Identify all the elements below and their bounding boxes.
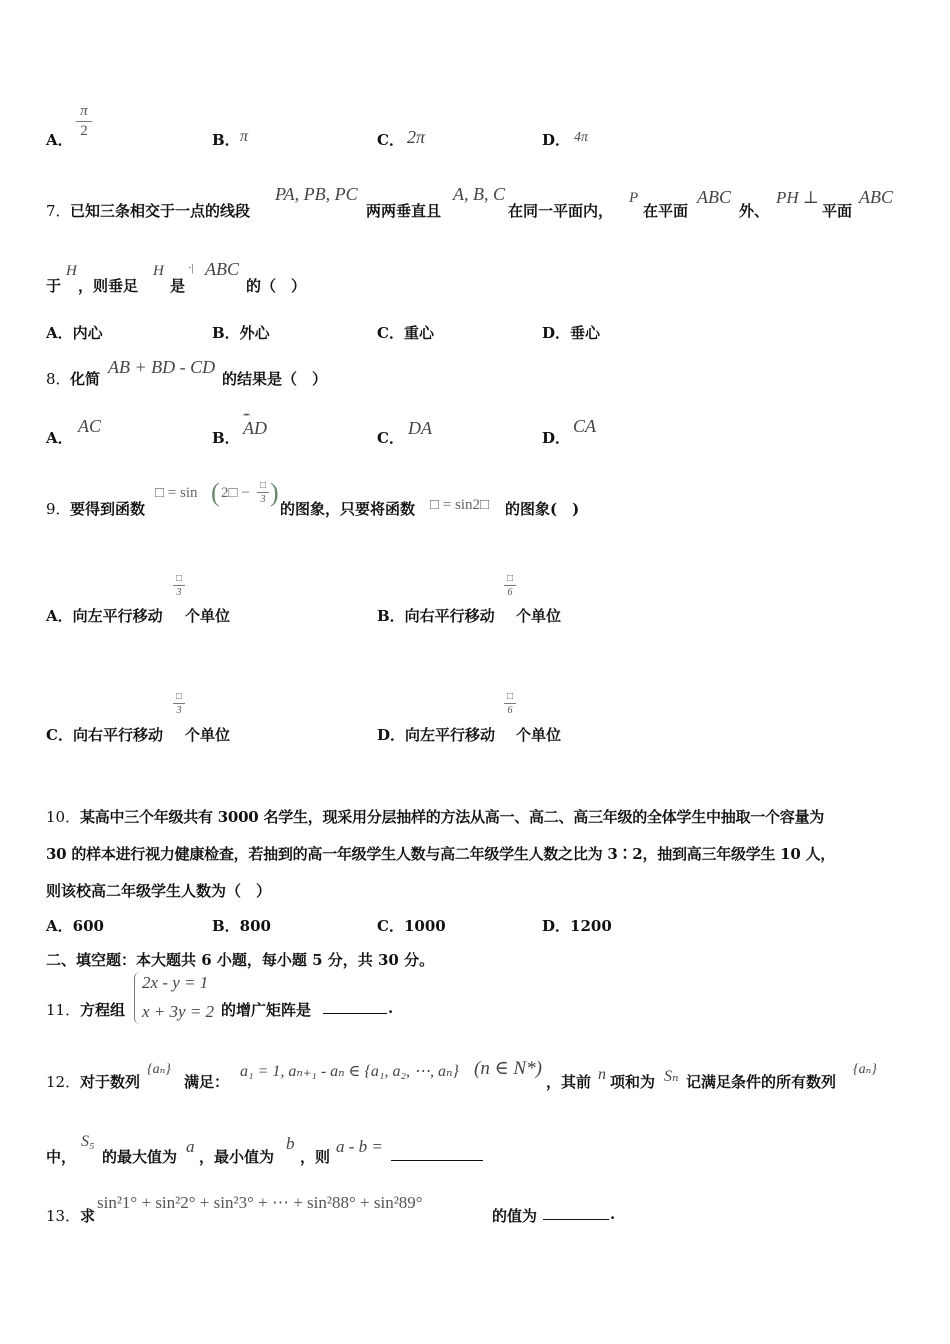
section-2-heading: 二、填空题：本大题共 6 小题，每小题 5 分，共 30 分。 [46,951,435,969]
q7-text-9: 是 [170,277,186,295]
q12-s5: S₅ [81,1133,95,1150]
q7-text-2: 两两垂直且 [366,202,442,220]
q12-sequence-2: {aₙ} [853,1062,877,1077]
q6-option-c-value: 2π [407,127,426,147]
q12-text-6: 中， [46,1148,77,1166]
q12-a-minus-b: a - b = [336,1137,383,1156]
q9-c-denominator: 3 [176,705,182,716]
q9-text-2: 的图象，只要将函数 [280,500,416,518]
q6-option-b-value: π [240,128,249,145]
q7-math-points: A, B, C [453,184,505,204]
q12-b: b [286,1134,295,1153]
q8-option-d-value: CA [573,416,597,436]
q7-number: 7． [46,202,71,220]
q12-condition: a₁ = 1, aₙ₊₁ - aₙ ∈ {a₁, a₂, ⋯, aₙ} [240,1063,459,1080]
q7-math-h-1: H [66,263,77,279]
q8-text-2: 的结果是（ ） [222,370,328,388]
q9-c-numerator: □ [175,691,183,702]
q11-equation-2: x + 3y = 2 [142,1002,215,1021]
q8-option-d-label: D． [542,429,571,447]
q7-text-10: 的（ ） [246,277,307,295]
q11-text-1: 方程组 [80,1001,126,1019]
q7-text-6: 平面 [822,202,853,220]
q12-text-2: 满足： [184,1073,230,1091]
q9-option-b-unit: 个单位 [516,607,562,625]
q8-option-b-label: B． [212,429,240,447]
q7-option-b: B．外心 [212,324,270,342]
q7-option-d: D．垂心 [542,324,601,342]
q7-text-8: ，则垂足 [78,277,139,295]
q9-b-denominator: 6 [507,587,513,598]
q9-right-paren: ) [270,478,279,507]
q6-a-denominator: 2 [80,123,88,139]
q13-period: . [610,1205,616,1223]
q9-function-1-head: □ = sin [155,485,198,501]
q7-text-7: 于 [46,277,62,295]
q8-number: 8． [46,370,71,388]
q12-condition-domain: (n ∈ N*) [474,1058,542,1079]
q9-number: 9． [46,500,71,518]
q12-text-1: 对于数列 [80,1073,141,1091]
q9-left-paren: ( [211,478,220,507]
q12-text-3: ，其前 [546,1073,592,1091]
q12-text-8: ，最小值为 [199,1148,275,1166]
q13-number: 13． [46,1207,81,1225]
q9-option-c-unit: 个单位 [185,726,231,744]
q7-option-c: C．重心 [377,324,434,342]
q7-text-1: 已知三条相交于一点的线段 [70,202,251,220]
q9-f1-denominator: 3 [260,494,266,505]
q9-option-d-unit: 个单位 [516,726,562,744]
q8-option-c-value: DA [408,418,432,438]
q10-line-1: 某高中三个年级共有 3000 名学生，现采用分层抽样的方法从高一、高二、高三年级的全体学生中抽取一个容量为 [80,808,824,826]
q13-text-2: 的值为 [492,1207,538,1225]
q9-text-3: 的图象( ) [505,500,580,518]
q8-option-a-value: AC [78,416,102,436]
q9-function-1-fraction [257,480,269,505]
q6-option-a-fraction [76,103,92,140]
q7-math-abc-2: ABC [859,187,893,207]
q10-number: 10． [46,808,81,826]
q10-option-b: B．800 [212,917,271,935]
q8-option-a-label: A． [46,429,73,447]
q7-text-3: 在同一平面内， [508,202,614,220]
q11-brace [134,972,141,1024]
q11-number: 11． [46,1001,81,1019]
q11-answer-blank[interactable] [323,1012,387,1014]
q7-option-a: A．内心 [46,324,103,342]
q8-option-b-value: AD [243,418,267,438]
q9-option-a-unit: 个单位 [185,607,231,625]
q7-text-5: 外、 [739,202,770,220]
q7-math-segments: PA, PB, PC [275,184,358,204]
q9-function-2: □ = sin2□ [430,497,490,513]
q6-option-b-label: B． [212,131,240,149]
q7-math-abc-1: ABC [697,187,731,207]
q12-answer-blank[interactable] [391,1159,483,1161]
q9-text-1: 要得到函数 [70,500,146,518]
q9-option-c-fraction [173,691,185,716]
q10-option-c: C．1000 [377,917,446,935]
q9-f1-numerator: □ [259,480,267,491]
q7-math-ph-perp: PH ⊥ [776,188,819,207]
q12-text-5: 记满足条件的所有数列 [686,1073,837,1091]
q12-n: n [598,1066,606,1083]
q6-option-d-value: 4π [574,130,589,145]
q9-b-numerator: □ [506,573,514,584]
q9-option-a-text: A．向左平行移动 [46,607,163,625]
q13-answer-blank[interactable] [543,1218,609,1220]
q7-math-p: P [629,190,639,206]
q8-text-1: 化简 [70,370,101,388]
q9-d-numerator: □ [506,691,514,702]
q11-equation-1: 2x - y = 1 [142,973,209,992]
q6-option-c-label: C． [377,131,404,149]
q9-option-b-text: B．向右平行移动 [377,607,495,625]
q6-a-numerator: π [80,103,88,119]
q9-a-numerator: □ [175,573,183,584]
q10-line-3: 则该校高二年级学生人数为（ ） [46,882,272,900]
q9-d-denominator: 6 [507,705,513,716]
q11-text-2: 的增广矩阵是 [221,1001,312,1019]
q6-option-d-label: D． [542,131,571,149]
q9-function-1-body: 2□ − [221,485,250,501]
q12-number: 12． [46,1073,81,1091]
q9-a-denominator: 3 [176,587,182,598]
q6-option-a-label: A． [46,131,73,149]
q10-option-a: A．600 [46,917,104,935]
q11-period: . [388,999,394,1017]
q9-option-a-fraction [173,573,185,598]
q7-text-4: 在平面 [643,202,689,220]
q12-sn: Sₙ [664,1068,679,1085]
q7-math-h-2: H [153,263,164,279]
q12-text-7: 的最大值为 [102,1148,178,1166]
q8-expression: AB + BD - CD [108,357,216,377]
q13-expression: sin²1° + sin²2° + sin²3° + ⋯ + sin²88° + sin²89° [97,1193,423,1212]
q9-option-d-fraction [504,691,516,716]
q10-option-d: D．1200 [542,917,612,935]
q8-option-b-vector-mark: ꞈꞈꞈ [243,404,248,416]
q12-a: a [186,1137,195,1156]
q12-text-9: ，则 [300,1148,331,1166]
q7-triangle-symbol: ·| [188,262,194,274]
q7-math-abc-3: ABC [205,259,239,279]
q9-option-b-fraction [504,573,516,598]
q12-sequence: {aₙ} [147,1062,171,1077]
q9-option-c-text: C．向右平行移动 [46,726,163,744]
q12-text-4: 项和为 [610,1073,656,1091]
q13-text-1: 求 [80,1207,96,1225]
q10-line-2: 30 的样本进行视力健康检查，若抽到的高一年级学生人数与高二年级学生人数之比为 3∶2，抽到高三年级学生 10 人， [46,845,836,863]
q8-option-c-label: C． [377,429,404,447]
q9-option-d-text: D．向左平行移动 [377,726,496,744]
